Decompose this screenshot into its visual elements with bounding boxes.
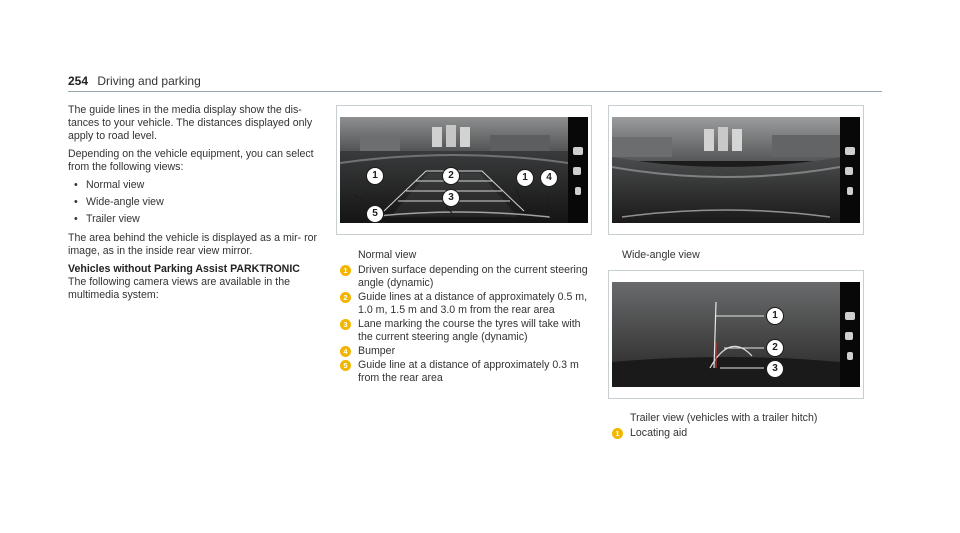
legend-item: [340, 359, 590, 385]
legend-item: [340, 345, 590, 358]
camera-view-icon: [845, 167, 853, 175]
camera-view-icon: [845, 312, 855, 320]
legend-text: Locating aid: [630, 427, 688, 439]
view-list-item: • Normal view: [68, 179, 318, 192]
section-heading: Vehicles without Parking Assist PARKTRONIC: [68, 263, 300, 275]
normal-view-figure: [336, 105, 592, 235]
callout-1: 1: [516, 169, 534, 187]
callout-1: 1: [766, 307, 784, 325]
camera-sidebar: [840, 282, 860, 387]
trailer-view-camera-image: [612, 282, 860, 387]
legend-number-badge: 3: [340, 319, 351, 330]
legend-item: [340, 291, 590, 317]
trailer-view-legend: [612, 427, 862, 441]
callout-4: 4: [540, 169, 558, 187]
legend-item: [340, 264, 590, 290]
callout-3: 3: [442, 189, 460, 207]
trailer-view-caption: Trailer view (vehicles with a trailer hitch): [630, 412, 818, 424]
wide-view-camera-image: [612, 117, 860, 223]
intro-paragraph-1: The guide lines in the media display show the dis- tances to your vehicle. The distances displayed only apply to road level.: [68, 104, 313, 142]
view-list: [68, 179, 318, 226]
view-list-item: • Trailer view: [68, 213, 318, 226]
normal-view-caption: Normal view: [358, 249, 417, 261]
legend-item: [612, 427, 862, 440]
view-list-item: • Wide-angle view: [68, 196, 318, 209]
legend-number-badge: 1: [340, 265, 351, 276]
callout-2: 2: [442, 167, 460, 185]
normal-view-legend: [340, 264, 590, 386]
camera-sidebar: [568, 117, 588, 223]
callout-1: 1: [366, 167, 384, 185]
trailer-view-figure: [608, 270, 864, 399]
callout-5: 5: [366, 205, 384, 223]
legend-number-badge: 2: [340, 292, 351, 303]
legend-text: Lane marking the course the tyres will take with the current steering angle (dynamic): [358, 318, 581, 343]
camera-view-icon: [573, 147, 583, 155]
intro-paragraph-3: The area behind the vehicle is displayed as a mir- ror image, as in the inside rear view mirror.: [68, 232, 318, 257]
callout-2: 2: [766, 339, 784, 357]
camera-view-icon: [845, 332, 853, 340]
legend-number-badge: 5: [340, 360, 351, 371]
camera-view-icon: [847, 187, 853, 195]
legend-number-badge: 1: [612, 428, 623, 439]
legend-text: Driven surface depending on the current steering angle (dynamic): [358, 264, 588, 289]
camera-view-icon: [575, 187, 581, 195]
page-header: [68, 74, 882, 88]
wide-view-caption: Wide-angle view: [622, 249, 700, 261]
intro-paragraph-4: The following camera views are available in the multimedia system:: [68, 276, 290, 301]
callout-3: 3: [766, 360, 784, 378]
page-number: 254: [68, 74, 89, 88]
camera-sidebar: [840, 117, 860, 223]
camera-view-icon: [847, 352, 853, 360]
legend-text: Bumper: [358, 345, 396, 357]
section-title: Driving and parking: [97, 74, 201, 88]
legend-text: Guide line at a distance of approximately 0.3 m from the rear area: [358, 359, 579, 384]
intro-text: [68, 104, 318, 307]
camera-view-icon: [845, 147, 855, 155]
header-rule: [68, 91, 882, 92]
legend-item: [340, 318, 590, 344]
wide-view-figure: [608, 105, 864, 235]
intro-paragraph-2: Depending on the vehicle equipment, you can select from the following views:: [68, 148, 314, 173]
normal-view-camera-image: [340, 117, 588, 223]
camera-view-icon: [573, 167, 581, 175]
legend-text: Guide lines at a distance of approximately 0.5 m, 1.0 m, 1.5 m and 3.0 m from the rear area: [358, 291, 588, 316]
legend-number-badge: 4: [340, 346, 351, 357]
